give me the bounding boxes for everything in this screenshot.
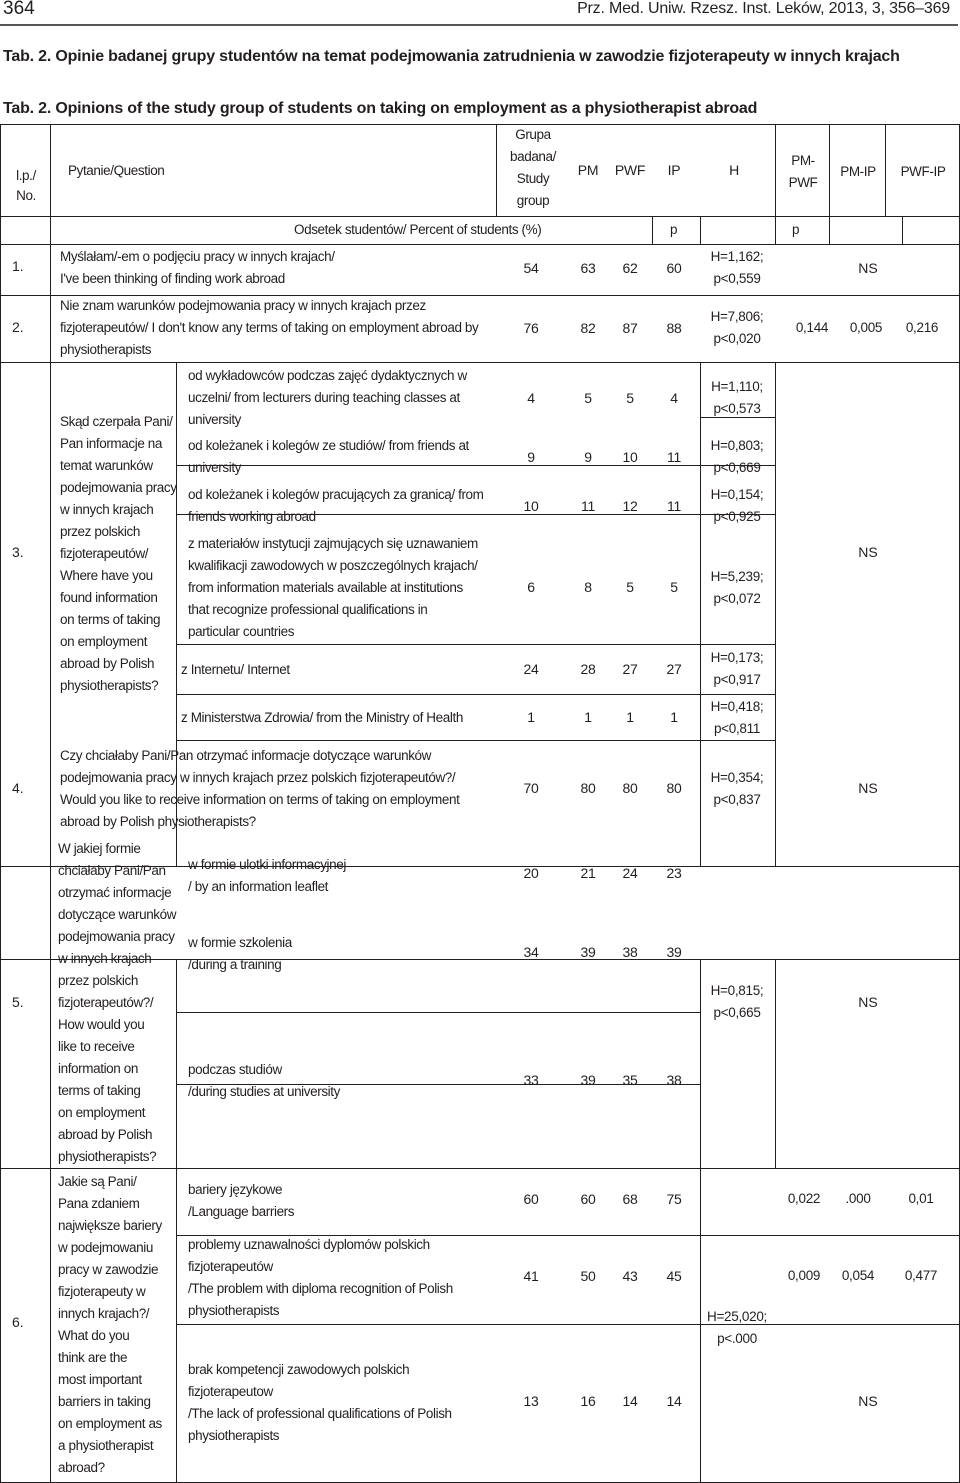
row-6-language-pm-ip: .000	[845, 1191, 871, 1206]
row-5-studies-h: 38	[666, 1072, 682, 1088]
row-5-training-pwf: 39	[580, 944, 596, 960]
journal-citation: Prz. Med. Uniw. Rzesz. Inst. Leków, 2013, 3, 356–369	[577, 0, 950, 17]
row-3-friends-univ-kruskal: H=0,803; p<0,669	[710, 438, 764, 475]
data-table	[0, 124, 960, 1483]
col-header-pwf-ip: PWF-IP	[900, 164, 946, 179]
row-6-question: Jakie są Pani/ Pana zdaniem największe bariery w podejmowaniu pracy w zawodzie fizjoterapeuty w innych krajach?/ What do you think are the most important barriers in taking on employment as a physiotherapist abroad?	[58, 1174, 162, 1475]
col-header-lp: l.p./ No.	[16, 168, 36, 203]
row-5-training-pm: 34	[523, 944, 539, 960]
row-1-ip: 62	[622, 260, 638, 276]
row-3-source-friends-abroad: od koleżanek i kolegów pracujących za granicą/ from friends working abroad	[188, 487, 484, 524]
row-5-leaflet-pm: 20	[523, 865, 539, 881]
col-header-question: Pytanie/Question	[68, 163, 165, 178]
row-4-kruskal: H=0,354; p<0,837	[710, 770, 764, 807]
col-header-ip: IP	[667, 162, 681, 178]
row-2-question: Nie znam warunków podejmowania pracy w innych krajach przez fizjoterapeutów/ I don't know any terms of taking on employment abroad by physiotherapists	[60, 298, 479, 357]
row-3-ministry-h: 1	[670, 709, 678, 725]
row-3-ministry-ip: 1	[626, 709, 634, 725]
row-6-language-ip: 68	[622, 1191, 638, 1207]
row-5-question: W jakiej formie chciałaby Pani/Pan otrzymać informacje dotyczące warunków podejmowania pracy w innych krajach przez polskich fizjoterapeutów?/ How would you like to receive information on terms of taking on employment abroad by Polish physiotherapists?	[58, 841, 177, 1164]
row-3-lecturers-pm: 4	[527, 390, 535, 406]
row-2-pm-ip: 0,005	[849, 320, 883, 335]
row-2-pwf-ip: 0,216	[905, 320, 939, 335]
row-3-friends-abroad-ip: 12	[622, 498, 638, 514]
row-3-internet-ip: 27	[622, 661, 638, 677]
col-header-group: Grupa badana/ Study group	[510, 127, 556, 208]
row-3-internet-h: 27	[666, 661, 682, 677]
row-6-competence-ip: 14	[622, 1393, 638, 1409]
row-3-ministry-kruskal: H=0,418; p<0,811	[710, 699, 764, 736]
row-4-pwf: 80	[580, 780, 596, 796]
row-5-form-studies: podczas studiów /during studies at university	[188, 1062, 340, 1099]
row-2-pwf: 82	[580, 320, 596, 336]
row-3-friends-univ-pm: 9	[527, 449, 535, 465]
header-rule	[0, 24, 960, 26]
row-1-kruskal: H=1,162; p<0,559	[710, 249, 764, 286]
row-4-ns: NS	[858, 780, 878, 796]
row-6-language-pwf: 60	[580, 1191, 596, 1207]
row-5-studies-ip: 35	[622, 1072, 638, 1088]
row-1-ns: NS	[858, 260, 878, 276]
row-3-institutions-ip: 5	[626, 579, 634, 595]
row-3-source-friends-university: od koleżanek i kolegów ze studiów/ from friends at university	[188, 438, 469, 475]
row-5-form-training: w formie szkolenia /during a training	[188, 935, 292, 972]
row-5-studies-pwf: 39	[580, 1072, 596, 1088]
page-header	[0, 0, 960, 18]
row-5-leaflet-pwf: 21	[580, 865, 596, 881]
row-3-internet-pm: 24	[523, 661, 539, 677]
row-3-institutions-kruskal: H=5,239; p<0,072	[710, 569, 764, 606]
row-3-institutions-pwf: 8	[584, 579, 592, 595]
row-3-friends-abroad-kruskal: H=0,154; p<0,925	[710, 487, 764, 524]
row-2-number: 2.	[12, 319, 24, 335]
row-1-pwf: 63	[580, 260, 596, 276]
row-4-number: 4.	[12, 780, 24, 796]
row-2-h: 88	[666, 320, 682, 336]
row-3-number: 3.	[12, 544, 24, 560]
row-5-ns: NS	[858, 994, 878, 1010]
row-6-diploma-pm: 41	[523, 1268, 539, 1284]
row-3-friends-univ-ip: 10	[622, 449, 638, 465]
row-6-diploma-ip: 43	[622, 1268, 638, 1284]
row-5-kruskal: H=0,815; p<0,665	[710, 983, 764, 1020]
row-5-form-leaflet: w formie ulotki informacyjnej / by an information leaflet	[188, 857, 346, 894]
row-3-ministry-pm: 1	[527, 709, 535, 725]
row-6-competence-pwf: 16	[580, 1393, 596, 1409]
row-4-question: Czy chciałaby Pani/Pan otrzymać informacje dotyczące warunków podejmowania pracy w innych krajach przez polskich fizjoterapeutów?/ Would you like to receive information on terms of taking on employment abroad by Polish physiotherapists?	[60, 748, 460, 829]
row-3-institutions-h: 5	[670, 579, 678, 595]
row-6-competence-ns: NS	[858, 1393, 878, 1409]
row-3-internet-pwf: 28	[580, 661, 596, 677]
row-6-language-h: 75	[666, 1191, 682, 1207]
row-5-training-h: 39	[666, 944, 682, 960]
table-title-english: Tab. 2. Opinions of the study group of students on taking on employment as a physiotherapist abroad	[3, 100, 758, 117]
col-header-p-pairs: p	[792, 222, 800, 237]
row-6-barrier-competence: brak kompetencji zawodowych polskich fizjoterapeutow /The lack of professional qualifications of Polish physiotherapists	[188, 1362, 452, 1443]
row-5-number: 5.	[12, 994, 24, 1010]
row-3-source-lecturers: od wykładowców podczas zajęć dydaktycznych w uczelni/ from lecturers during teaching classes at university	[188, 368, 467, 427]
row-3-internet-kruskal: H=0,173; p<0,917	[710, 650, 764, 687]
col-header-pwf: PWF	[614, 162, 646, 178]
row-5-leaflet-ip: 24	[622, 865, 638, 881]
row-3-friends-univ-h: 11	[667, 449, 681, 465]
row-6-diploma-pm-ip: 0,054	[841, 1268, 875, 1283]
row-6-diploma-h: 45	[666, 1268, 682, 1284]
page-number: 364	[3, 0, 35, 19]
row-3-source-ministry: z Ministerstwa Zdrowia/ from the Ministry of Health	[181, 710, 463, 725]
row-3-ns: NS	[858, 544, 878, 560]
row-3-friends-univ-pwf: 9	[584, 449, 592, 465]
row-1-number: 1.	[12, 258, 24, 274]
row-6-diploma-pm-pwf: 0,009	[787, 1268, 821, 1283]
row-3-question: Skąd czerpała Pani/ Pan informacje na temat warunków podejmowania pracy w innych krajach przez polskich fizjoterapeutów/ Where have you found information on terms of taking on employment abroad by Polish physiotherapists?	[60, 414, 177, 693]
row-3-friends-abroad-pm: 10	[523, 498, 539, 514]
row-5-studies-pm: 33	[523, 1072, 539, 1088]
row-6-language-pm: 60	[523, 1191, 539, 1207]
col-header-h: H	[729, 162, 739, 178]
row-6-language-pm-pwf: 0,022	[787, 1191, 821, 1206]
row-5-leaflet-h: 23	[666, 865, 682, 881]
row-2-ip: 87	[622, 320, 638, 336]
row-6-barrier-diploma: problemy uznawalności dyplomów polskich fizjoterapeutów /The problem with diploma recognition of Polish physiotherapists	[188, 1237, 453, 1318]
row-1-question: Myślałam/-em o podjęciu pracy w innych krajach/ I've been thinking of finding work abroad	[60, 249, 335, 286]
row-2-pm: 76	[523, 320, 539, 336]
row-6-language-pwf-ip: 0,01	[908, 1191, 934, 1206]
row-3-lecturers-kruskal: H=1,110; p<0,573	[711, 379, 763, 416]
row-3-source-institutions: z materiałów instytucji zajmujących się uznawaniem kwalifikacji zawodowych w poszczególnych krajach/ from information materials available at institutions that recognize professional qualifications in particular countries	[188, 536, 478, 639]
row-3-lecturers-h: 4	[670, 390, 678, 406]
row-2-pm-pwf: 0,144	[795, 320, 829, 335]
row-3-friends-abroad-h: 11	[667, 498, 681, 514]
col-header-pm: PM	[577, 162, 599, 178]
row-6-diploma-pwf: 50	[580, 1268, 596, 1284]
row-6-competence-h: 14	[666, 1393, 682, 1409]
row-3-lecturers-pwf: 5	[584, 390, 592, 406]
row-3-friends-abroad-pwf: 11	[581, 498, 595, 514]
row-3-lecturers-ip: 5	[626, 390, 634, 406]
row-6-number: 6.	[12, 1314, 24, 1330]
row-5-training-ip: 38	[622, 944, 638, 960]
row-3-source-internet: z Internetu/ Internet	[181, 662, 290, 677]
row-4-h: 80	[666, 780, 682, 796]
row-6-diploma-pwf-ip: 0,477	[904, 1268, 938, 1283]
table-title-polish: Tab. 2. Opinie badanej grupy studentów na temat podejmowania zatrudnienia w zawodzie fizjoterapeuty w innych krajach	[3, 48, 900, 65]
row-6-kruskal: H=25,020; p<.000	[707, 1309, 767, 1346]
row-3-institutions-pm: 6	[527, 579, 535, 595]
col-header-percent: Odsetek studentów/ Percent of students (%)	[294, 222, 542, 237]
row-4-pm: 70	[523, 780, 539, 796]
col-header-p-h: p	[670, 222, 678, 237]
row-1-h: 60	[666, 260, 682, 276]
col-header-pm-ip: PM-IP	[840, 164, 876, 179]
col-header-pm-pwf: PM- PWF	[788, 153, 818, 190]
row-6-competence-pm: 13	[523, 1393, 539, 1409]
row-2-kruskal: H=7,806; p<0,020	[710, 309, 764, 346]
row-1-pm: 54	[523, 260, 539, 276]
row-4-ip: 80	[622, 780, 638, 796]
row-3-ministry-pwf: 1	[584, 709, 592, 725]
row-6-barrier-language: bariery językowe /Language barriers	[188, 1182, 295, 1219]
